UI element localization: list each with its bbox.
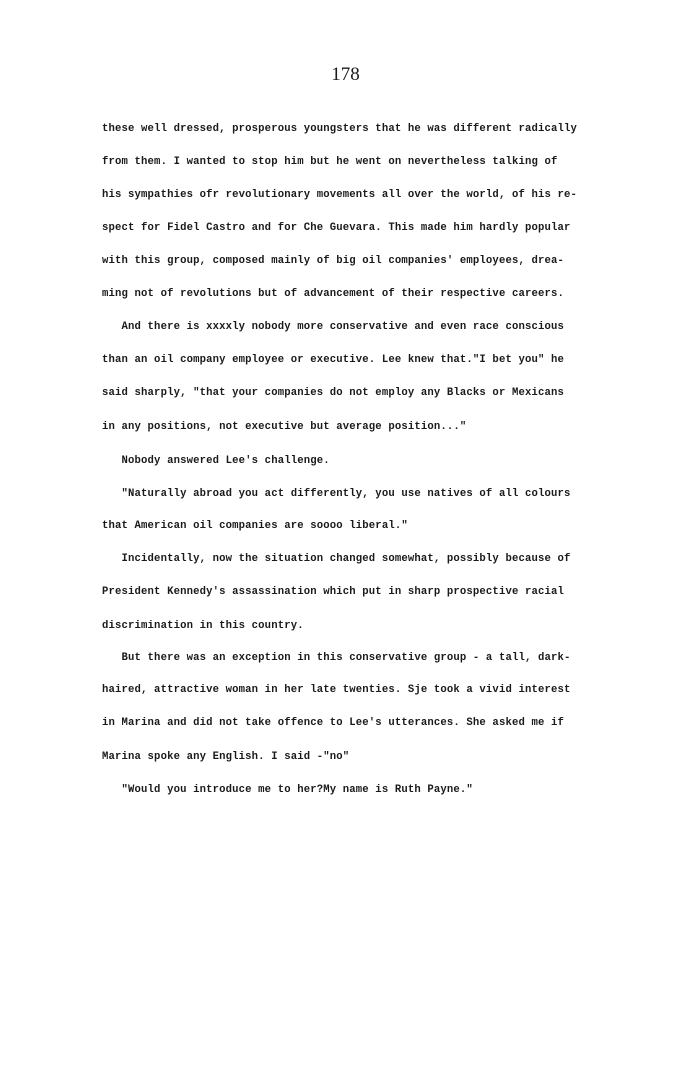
text-line-7: And there is xxxxly nobody more conservative and even race conscious xyxy=(102,321,565,333)
text-line-8: than an oil company employee or executive. Lee knew that."I bet you" he xyxy=(102,354,565,366)
text-line-1: these well dressed, prosperous youngsters that he was different radically xyxy=(102,123,578,135)
text-line-21: "Would you introduce me to her?My name is Ruth Payne." xyxy=(102,784,473,796)
text-line-18: haired, attractive woman in her late twenties. Sje took a vivid interest xyxy=(102,684,571,696)
text-line-2: from them. I wanted to stop him but he went on nevertheless talking of xyxy=(102,156,558,168)
text-line-5: with this group, composed mainly of big oil companies' employees, drea- xyxy=(102,255,565,267)
text-line-19: in Marina and did not take offence to Lee's utterances. She asked me if xyxy=(102,717,565,729)
page-number: 178 xyxy=(331,64,360,85)
text-line-9: said sharply, "that your companies do not employ any Blacks or Mexicans xyxy=(102,387,565,399)
text-line-20: Marina spoke any English. I said -"no" xyxy=(102,751,350,763)
text-line-11: Nobody answered Lee's challenge. xyxy=(102,455,330,467)
text-line-12: "Naturally abroad you act differently, you use natives of all colours xyxy=(102,488,571,500)
text-line-16: discrimination in this country. xyxy=(102,620,304,632)
text-line-15: President Kennedy's assassination which put in sharp prospective racial xyxy=(102,586,565,598)
text-line-10: in any positions, not executive but average position..." xyxy=(102,421,467,433)
text-line-4: spect for Fidel Castro and for Che Guevara. This made him hardly popular xyxy=(102,222,571,234)
text-line-17: But there was an exception in this conservative group - a tall, dark- xyxy=(102,652,571,664)
text-line-13: that American oil companies are soooo liberal." xyxy=(102,520,408,532)
text-line-3: his sympathies ofr revolutionary movements all over the world, of his re- xyxy=(102,189,578,201)
text-line-6: ming not of revolutions but of advancement of their respective careers. xyxy=(102,288,565,300)
text-line-14: Incidentally, now the situation changed somewhat, possibly because of xyxy=(102,553,571,565)
